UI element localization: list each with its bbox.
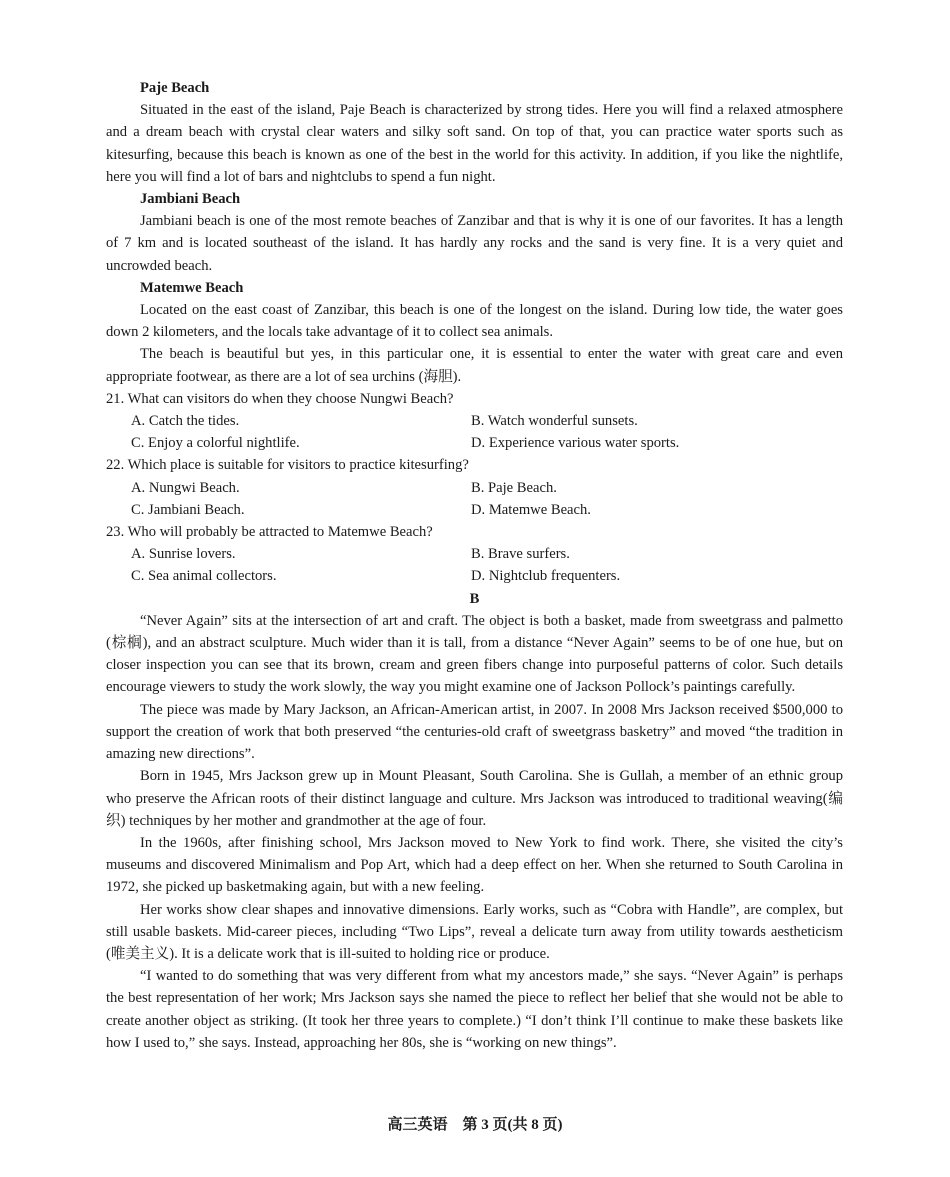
question-stem: 22. Which place is suitable for visitors to practice kitesurfing? (106, 457, 469, 474)
question-23 (106, 521, 843, 588)
question-21 (106, 388, 843, 455)
option-b: B. Brave surfers. (471, 546, 570, 563)
section-b-paragraph-3: Born in 1945, Mrs Jackson grew up in Mount Pleasant, South Carolina. She is Gullah, a member of an ethnic group who preserve the African roots of their distinct language and culture. Mrs Jackson was introduced to traditional weaving(编织) techniques by her mother and grandmother at the age of four. (106, 768, 843, 829)
option-b: B. Paje Beach. (471, 479, 557, 496)
section-b-paragraph-1: “Never Again” sits at the intersection of art and craft. The object is both a basket, made from sweetgrass and palmetto (棕榈), and an abstract sculpture. Much wider than it is tall, from a distance “Never Again” seems to be of one hue, but on closer inspection you can see that its brown, cream and green fibers change into purposeful patterns of color. Such details encourage viewers to study the work slowly, the way you might examine one of Jackson Pollock’s paintings carefully. (106, 612, 843, 696)
section-b-paragraph-4: In the 1960s, after finishing school, Mrs Jackson moved to New York to find work. There, she visited the city’s museums and discovered Minimalism and Pop Art, which had a deep effect on her. When she returned to South Carolina in 1972, she picked up basketmaking again, but with a new feeling. (106, 834, 843, 896)
option-a: A. Sunrise lovers. (131, 546, 236, 563)
option-d: D. Experience various water sports. (471, 435, 680, 452)
option-row (106, 499, 843, 521)
option-d: D. Nightclub frequenters. (471, 568, 621, 585)
question-stem: 23. Who will probably be attracted to Matemwe Beach? (106, 524, 433, 541)
option-a: A. Catch the tides. (131, 413, 240, 430)
matemwe-beach-paragraph-1: Located on the east coast of Zanzibar, this beach is one of the longest on the island. During low tide, the water goes down 2 kilometers, and the locals take advantage of it to collect sea animals. (106, 302, 843, 341)
page-content (106, 77, 843, 1054)
section-b-paragraph-5: Her works show clear shapes and innovative dimensions. Early works, such as “Cobra with Handle”, are complex, but still usable baskets. Mid-career pieces, including “Two Lips”, reveal a delicate turn away from utility towards aestheticism (唯美主义). It is a delicate work that is ill-suited to holding rice or produce. (106, 901, 843, 962)
paje-beach-heading: Paje Beach (140, 80, 210, 96)
option-c: C. Jambiani Beach. (131, 501, 245, 518)
page-footer: 高三英语 第 3 页(共 8 页) (387, 1117, 563, 1133)
option-row (106, 432, 843, 454)
option-row (106, 477, 843, 499)
option-row (106, 410, 843, 432)
matemwe-beach-paragraph-2: The beach is beautiful but yes, in this particular one, it is essential to enter the water with great care and even appropriate footwear, as there are a lot of sea urchins (海胆). (106, 346, 843, 385)
section-b-title: B (469, 590, 480, 607)
section-b-paragraph-6: “I wanted to do something that was very different from what my ancestors made,” she says. “Never Again” is perhaps the best representation of her work; Mrs Jackson says she named the piece to reflect her belief that she would not be able to create another object as striking. (It took her three years to complete.) “I don’t think I’ll continue to make these baskets like how I used to,” she says. Instead, approaching her 80s, she is “working on new things”. (106, 968, 843, 1051)
option-c: C. Enjoy a colorful nightlife. (131, 435, 300, 452)
matemwe-beach-heading: Matemwe Beach (140, 279, 244, 296)
option-a: A. Nungwi Beach. (131, 479, 240, 496)
question-stem: 21. What can visitors do when they choose Nungwi Beach? (106, 390, 454, 407)
section-b-paragraph-2: The piece was made by Mary Jackson, an African-American artist, in 2007. In 2008 Mrs Jackson received $500,000 to support the creation of work that both preserved “the centuries-old craft of sweetgrass basketry” and moved “the tradition in amazing new directions”. (106, 701, 843, 763)
option-row (106, 565, 843, 587)
option-row (106, 543, 843, 565)
paje-beach-paragraph: Situated in the east of the island, Paje Beach is characterized by strong tides. Here you will find a relaxed atmosphere and a dream beach with crystal clear waters and silky soft sand. On top of that, you can practice water sports such as kitesurfing, because this beach is known as one of the best in the world for this activity. In addition, if you like the nightlife, here you will find a lot of bars and nightclubs to spend a fun night. (106, 102, 843, 185)
question-22 (106, 454, 843, 521)
option-c: C. Sea animal collectors. (131, 568, 277, 585)
option-d: D. Matemwe Beach. (471, 501, 591, 518)
jambiani-beach-paragraph: Jambiani beach is one of the most remote beaches of Zanzibar and that is why it is one of our favorites. It has a length of 7 km and is located southeast of the island. It has hardly any rocks and the sand is very fine. It is a very quiet and uncrowded beach. (106, 213, 843, 274)
option-b: B. Watch wonderful sunsets. (471, 413, 638, 430)
jambiani-beach-heading: Jambiani Beach (140, 191, 241, 208)
